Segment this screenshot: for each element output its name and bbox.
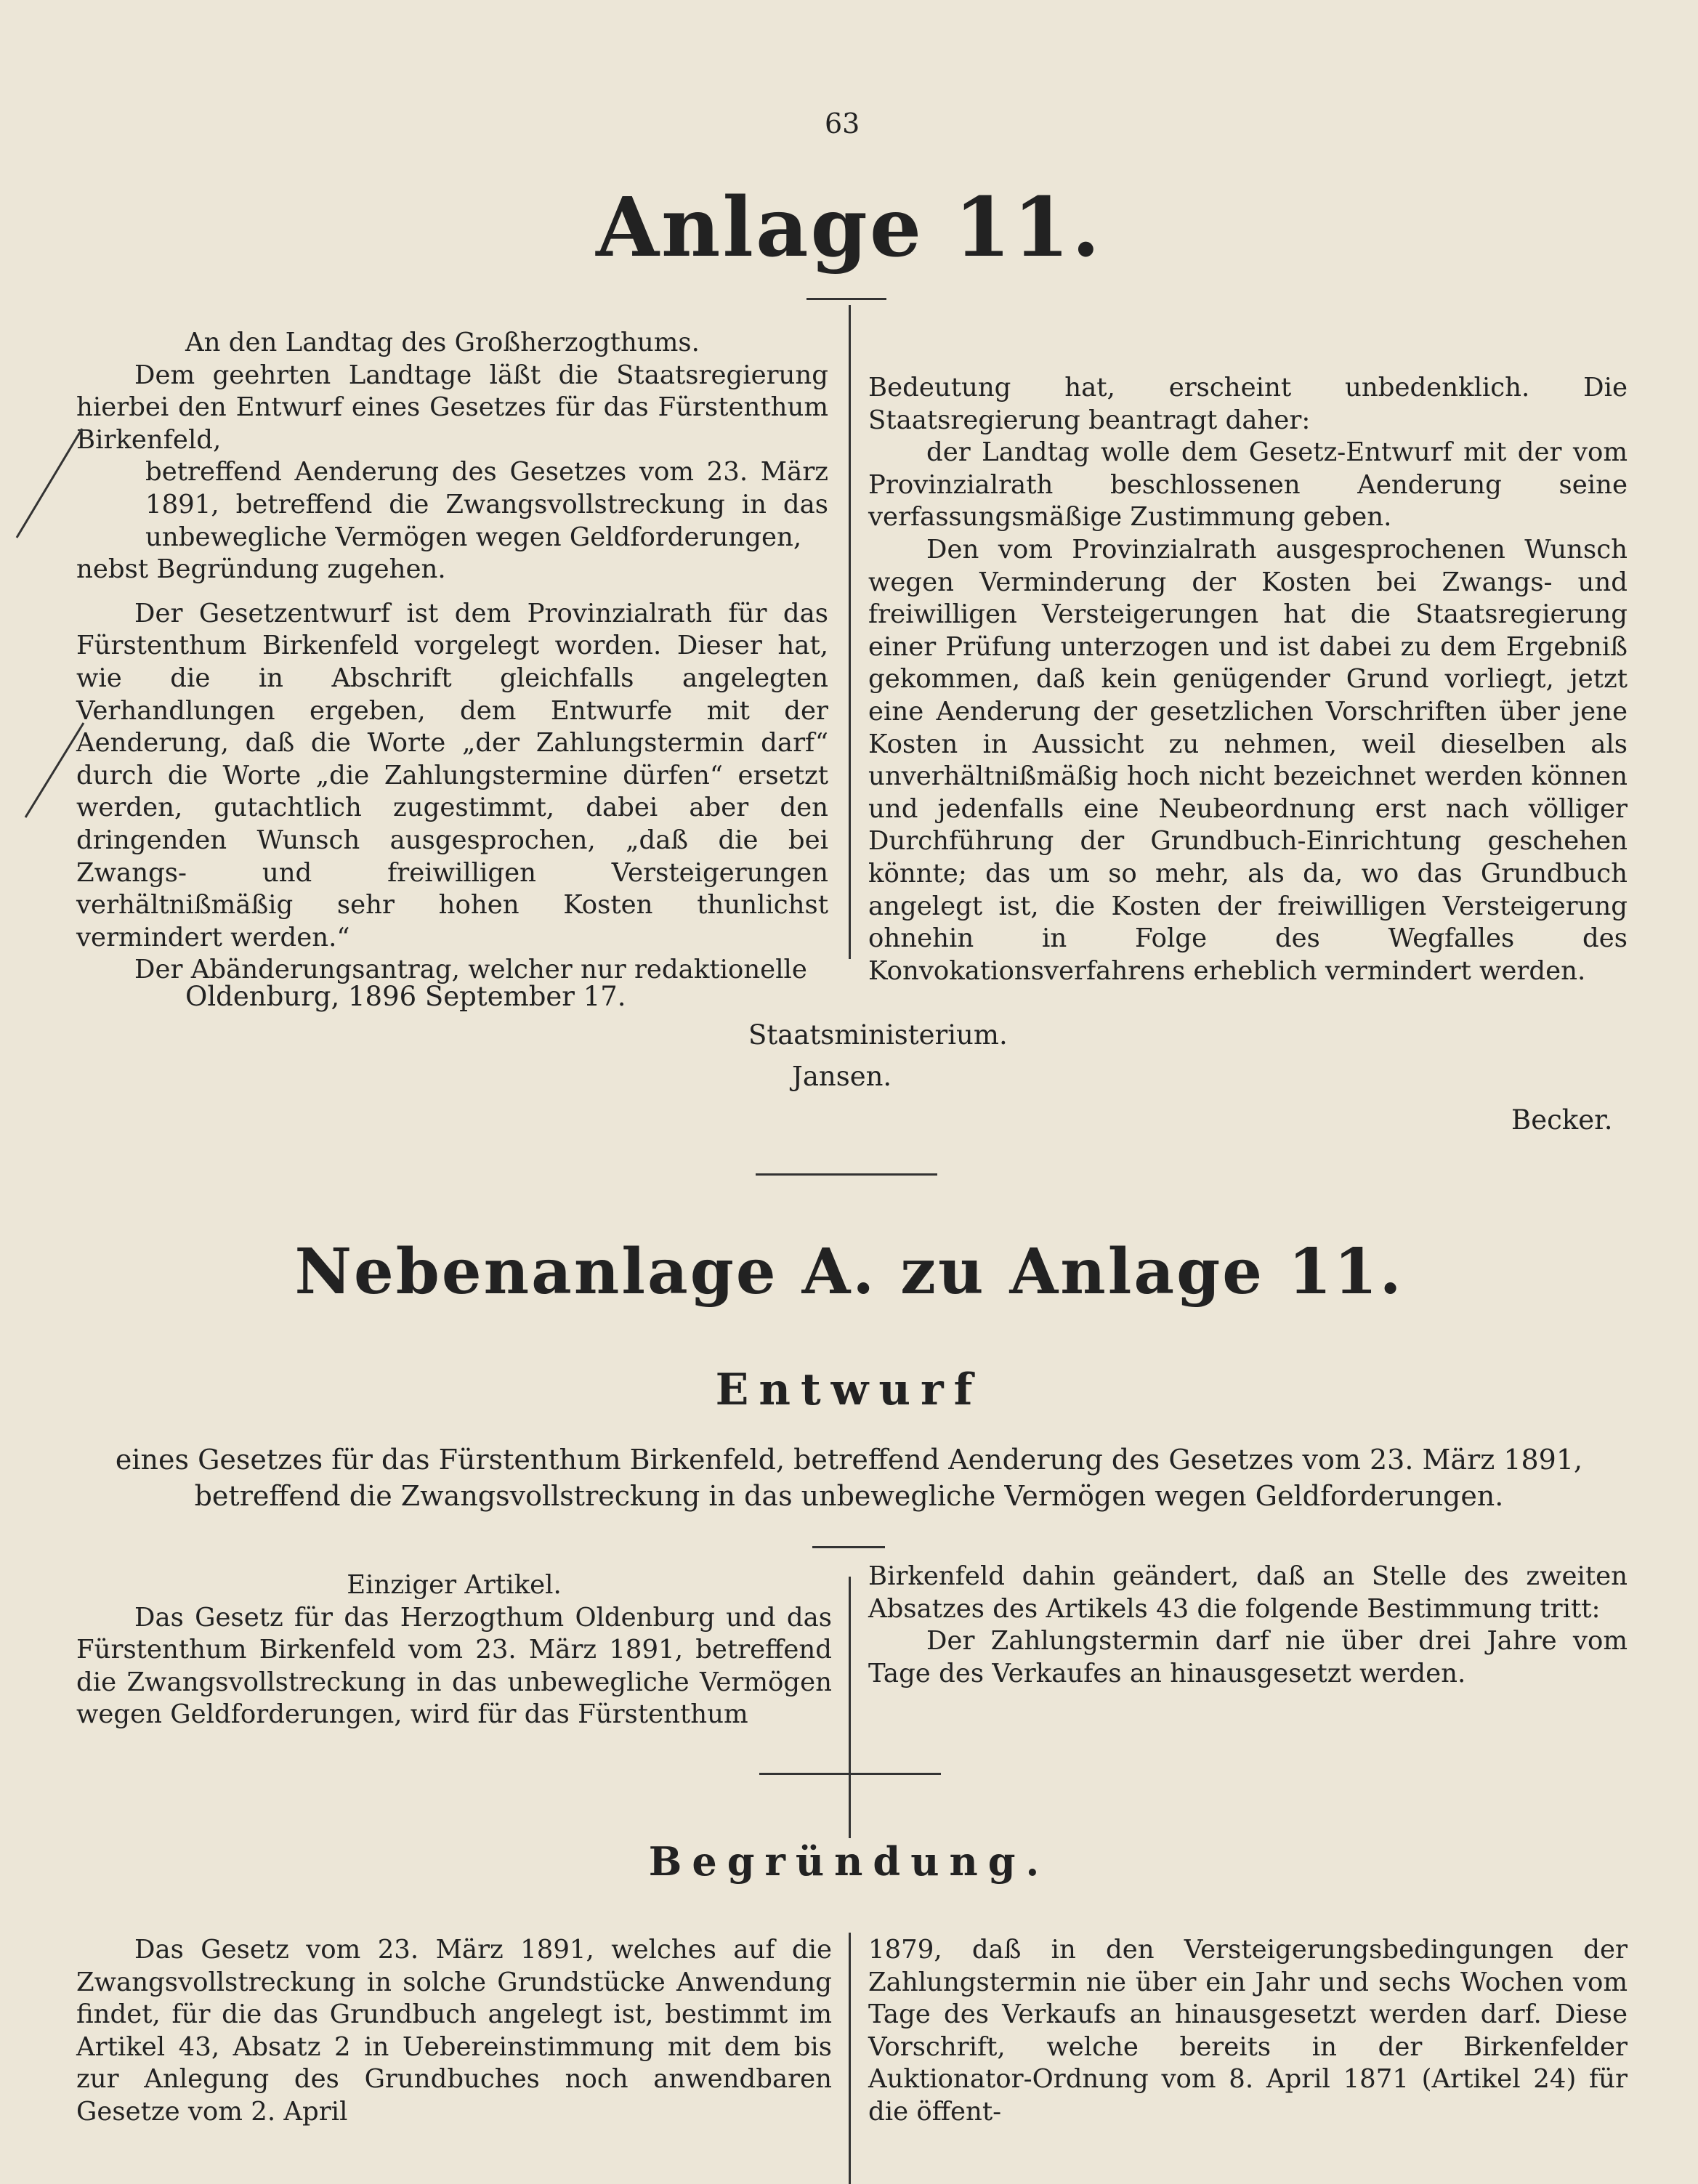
reasons-text: Das Gesetz vom 23. März 1891, welches auf die Zwangsvollstreckung in solche Grundstücke Anwendung findet, für die das Grundbuch angelegt ist, bestimmt im Artikel 43, Absatz 2 in Uebereinstimmung mit dem bis zur Anlegung des Grundbuches noch anwendbaren Gesetze vom 2. April [76,1935,832,2127]
letter-paragraph: Den vom Provinzialrath ausgesprochenen Wunsch wegen Verminderung der Kosten bei Zwangs- und freiwilligen Versteigerungen hat die Staatsregierung einer Prüfung unterzogen und ist dabei zu dem Ergebniß gekommen, daß kein genügender Grund vorliegt, jetzt eine Aenderung der gesetzlichen Vorschriften über jene Kosten in Aussicht zu nehmen, weil dieselben als unverhältnißmäßig hoch nicht bezeichnet werden können und jedenfalls eine Neubeordnung erst nach völliger Durchführung der Grundbuch-Einrichtung geschehen könnte; das um so mehr, als da, wo das Grundbuch angelegt ist, die Kosten der freiwilligen Versteigerung ohnehin in Folge des Wegfalles des Konvokationsverfahrens erheblich vermindert werden. [868,534,1628,986]
draft-rule [812,1546,885,1548]
signature-jansen: Jansen. [792,1061,892,1092]
reasons-text: 1879, daß in den Versteigerungsbedingungen der Zahlungstermin nie über ein Jahr und sechs Wochen vom Tage des Verkaufs an hinausgesetzt werden darf. Diese Vorschrift, welche bereits in der Birkenfelder Auktionator-Ordnung vom 8. April 1871 (Artikel 24) für die öffent- [868,1935,1628,2127]
place-date: Oldenburg, 1896 September 17. [185,981,626,1012]
page-title: Anlage 11. [596,180,1102,275]
column-divider-middle [849,1577,851,1838]
article-provision: Der Zahlungstermin darf nie über drei Jahre vom Tage des Verkaufes an hinausgesetzt werden. [868,1626,1628,1688]
reasons-heading: Begründung. [648,1838,1050,1885]
letter-paragraph: Dem geehrten Landtage läßt die Staatsregierung hierbei den Entwurf eines Gesetzes für das Fürstenthum Birkenfeld, [76,360,828,455]
article-text: Das Gesetz für das Herzogthum Oldenburg und das Fürstenthum Birkenfeld vom 23. März 1891, betreffend die Zwangsvollstreckung in das unbewegliche Vermögen wegen Geldforderungen, wird für das Fürstenthum [76,1602,832,1730]
letter-left-column [76,327,828,987]
draft-subtitle: eines Gesetzes für das Fürstenthum Birkenfeld, betreffend Aenderung des Gesetzes vom 23. März 1891, [115,1444,1583,1476]
column-divider-bottom [849,1933,851,2184]
section-rule [756,1173,937,1176]
margin-pencil-mark [22,719,87,821]
column-divider-top [849,305,851,959]
title-rule [806,298,886,300]
article-right-column [868,1561,1628,1690]
article-text: Birkenfeld dahin geändert, daß an Stelle des zweiten Absatzes des Artikels 43 die folgende Bestimmung tritt: [868,1561,1628,1624]
article-rule [759,1773,941,1775]
signature-becker: Becker. [1511,1104,1613,1136]
annex-title: Nebenanlage A. zu Anlage 11. [294,1235,1404,1309]
letter-paragraph: nebst Begründung zugehen. [76,554,446,585]
letter-paragraph: Der Abänderungsantrag, welcher nur redaktionelle [134,955,807,985]
letter-motion: der Landtag wolle dem Gesetz-Entwurf mit der vom Provinzialrath beschlossenen Aenderung seine verfassungsmäßige Zustimmung geben. [868,437,1628,533]
letter-right-column [868,372,1628,987]
letter-paragraph: Der Gesetzentwurf ist dem Provinzialrath für das Fürstenthum Birkenfeld vorgelegt worden. Dieser hat, wie die in Abschrift gleichfalls angelegten Verhandlungen ergeben, dem Entwurfe mit der Aenderung, daß die Worte „der Zahlungstermin darf“ durch die Worte „die Zahlungstermine dürfen“ ersetzt werden, gutachtlich zugestimmt, dabei aber den dringenden Wunsch ausgesprochen, „daß die bei Zwangs- und freiwilligen Versteigerungen verhältnißmäßig sehr hohen Kosten thunlichst vermindert werden.“ [76,598,828,953]
letter-address: An den Landtag des Großherzogthums. [185,328,700,357]
margin-pencil-mark [13,425,86,541]
article-left-column [76,1569,832,1731]
page-number: 63 [825,108,860,139]
letter-paragraph: Bedeutung hat, erscheint unbedenklich. Die Staatsregierung beantragt daher: [868,373,1628,435]
draft-subtitle: betreffend die Zwangsvollstreckung in das unbewegliche Vermögen wegen Geldforderungen. [194,1480,1504,1512]
draft-heading: Entwurf [715,1364,983,1415]
letter-bill-title: betreffend Aenderung des Gesetzes vom 23. März 1891, betreffend die Zwangsvollstreckung in das unbewegliche Vermögen wegen Geldforderungen, [145,457,828,552]
ministry-name: Staatsministerium. [748,1019,1008,1051]
article-heading: Einziger Artikel. [347,1570,562,1600]
reasons-left-column [76,1934,832,2129]
reasons-right-column [868,1934,1628,2129]
